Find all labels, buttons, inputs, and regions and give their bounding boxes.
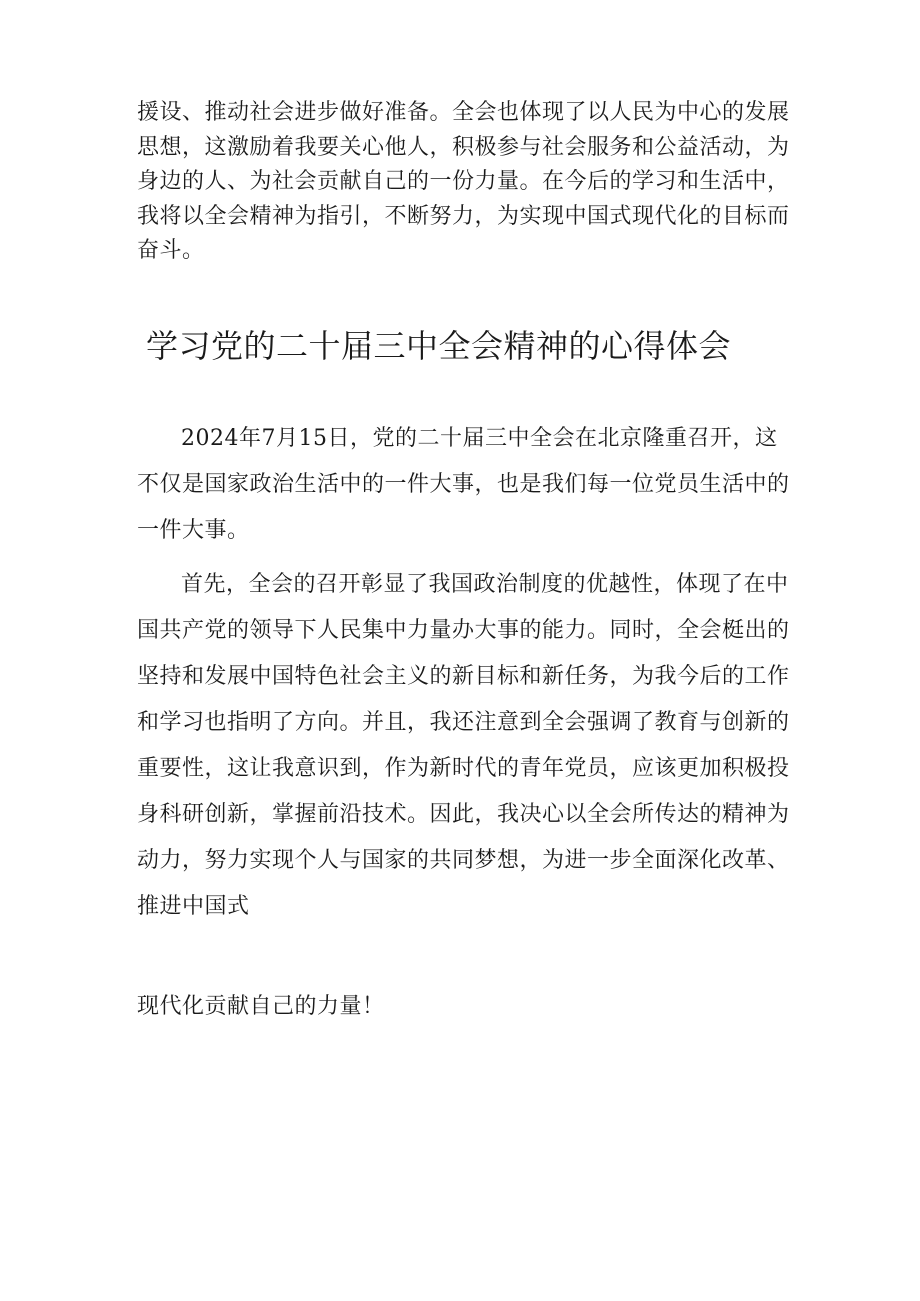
page-title: 学习党的二十届三中全会精神的心得体会	[146, 327, 732, 365]
intro-paragraph: 援设、推动社会进步做好准备。全会也体现了以人民为中心的发展思想，这激励着我要关心他人，积极参与社会服务和公益活动，为身边的人、为社会贡献自己的一份力量。在今后的学习和生活中，我将以全会精神为指引，不断努力，为实现中国式现代化的目标而奋斗。	[137, 100, 790, 263]
body-paragraph-1: 2024年7月15日，党的二十届三中全会在北京隆重召开，这不仅是国家政治生活中的一件大事，也是我们每一位党员生活中的一件大事。	[137, 426, 790, 543]
closing-line: 现代化贡献自己的力量！	[137, 994, 385, 1019]
body-paragraph-2: 首先，全会的召开彰显了我国政治制度的优越性，体现了在中国共产党的领导下人民集中力量办大事的能力。同时，全会梃出的坚持和发展中国特色社会主义的新目标和新任务，为我今后的工作和学习也指明了方向。并且，我还注意到全会强调了教育与创新的重要性，这让我意识到，作为新时代的青年党员，应该更加积极投身科研创新，掌握前沿技术。因此，我决心以全会所传达的精神为动力，努力实现个人与国家的共同梦想，为进一步全面深化改革、推进中国式	[137, 572, 790, 919]
